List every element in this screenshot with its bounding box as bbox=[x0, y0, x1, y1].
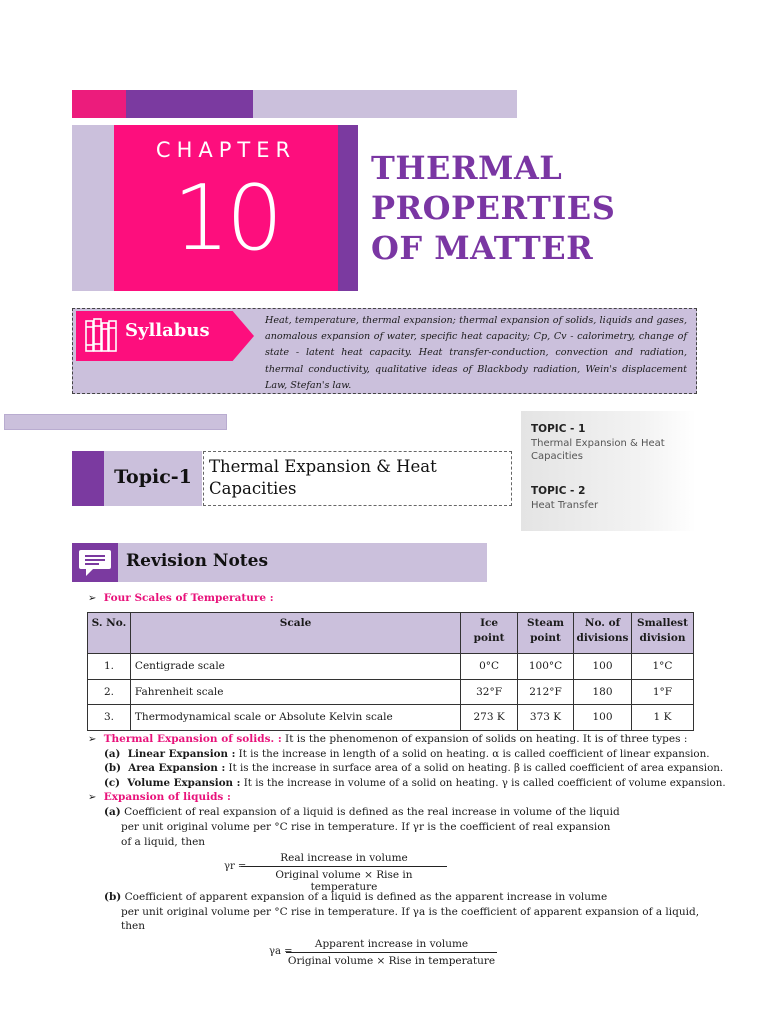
list-marker: (b) bbox=[104, 891, 122, 903]
header-bar-pink bbox=[72, 90, 126, 118]
formula-fraction bbox=[241, 852, 447, 893]
table-cell: 1°F bbox=[631, 679, 693, 705]
paragraph-line bbox=[104, 890, 607, 905]
table-header-cell: S. No. bbox=[88, 613, 131, 654]
topic-heading-accent bbox=[72, 451, 104, 506]
solids-intro: It is the phenomenon of expansion of solids on heating. It is of three types : bbox=[281, 733, 688, 745]
topic-list-head: TOPIC - 2 bbox=[531, 485, 586, 497]
header-bar-purple bbox=[126, 90, 253, 118]
list-marker: (b) bbox=[104, 762, 121, 774]
liquids-heading-line bbox=[88, 790, 231, 806]
table-cell: 212°F bbox=[518, 679, 574, 705]
scales-heading: Four Scales of Temperature : bbox=[103, 592, 274, 604]
solids-heading-line bbox=[88, 732, 687, 748]
chapter-title-line: THERMAL bbox=[371, 149, 563, 187]
header-bar-lavender bbox=[253, 90, 517, 118]
formula-denominator: Original volume × Rise in temperature bbox=[275, 869, 413, 893]
speech-bubble-icon bbox=[77, 547, 113, 579]
topic-list-head: TOPIC - 1 bbox=[531, 423, 586, 435]
revision-notes-label: Revision Notes bbox=[126, 551, 269, 571]
list-term: Linear Expansion : bbox=[127, 747, 236, 760]
list-marker: (a) bbox=[104, 747, 121, 760]
table-header-cell: Steam point bbox=[518, 613, 574, 654]
table-cell: 2. bbox=[88, 679, 131, 705]
paragraph-text: per unit original volume per °C rise in temperature. If γa is the coefficient of apparent expansion of a liquid, bbox=[121, 906, 700, 918]
syllabus-label: Syllabus bbox=[125, 320, 210, 341]
table-cell: 1. bbox=[88, 654, 131, 680]
table-cell: 0°C bbox=[461, 654, 518, 680]
liquids-heading: Expansion of liquids : bbox=[103, 791, 231, 803]
syllabus-text: Heat, temperature, thermal expansion; thermal expansion of solids, liquids and gases, anomalous expansion of water, specific heat capacity; Cp, Cv - calorimetry, change of state - latent heat capacity. Heat transfer-conduction, convection and radiation, thermal conductivity, qualitative ideas of Blackbody radiation, Wein's displacement Law, Stefan's law. bbox=[265, 315, 687, 391]
table-cell: 100°C bbox=[518, 654, 574, 680]
scales-table bbox=[87, 612, 694, 731]
table-header-cell: No. of divisions bbox=[573, 613, 631, 654]
arrow-bullet-icon: ➢ bbox=[88, 734, 97, 745]
divider-strip bbox=[4, 414, 227, 430]
list-item bbox=[104, 776, 726, 791]
paragraph-text: per unit original volume per °C rise in temperature. If γr is the coefficient of real expansion bbox=[121, 821, 611, 833]
paragraph-text: Coefficient of real expansion of a liquid is defined as the real increase in volume of the liquid bbox=[124, 806, 620, 818]
formula-lhs: γa = bbox=[269, 946, 293, 957]
topic-heading-label: Topic-1 bbox=[114, 466, 192, 488]
paragraph-text: then bbox=[121, 920, 145, 932]
solids-heading: Thermal Expansion of solids. : bbox=[103, 733, 282, 745]
table-cell: 100 bbox=[573, 705, 631, 731]
chapter-title-line: PROPERTIES bbox=[371, 189, 616, 227]
section-heading bbox=[88, 591, 274, 607]
list-text: It is the increase in surface area of a solid on heating. β is called coefficient of area expansion. bbox=[225, 762, 724, 774]
table-header-cell: Ice point bbox=[461, 613, 518, 654]
table-cell: 1°C bbox=[631, 654, 693, 680]
formula-lhs: γr = bbox=[224, 861, 247, 872]
list-item bbox=[104, 747, 710, 762]
table-cell: 180 bbox=[573, 679, 631, 705]
topic-heading-title: Thermal Expansion & Heat Capacities bbox=[209, 457, 437, 498]
table-cell: Fahrenheit scale bbox=[130, 679, 460, 705]
paragraph-text: Coefficient of apparent expansion of a liquid is defined as the apparent increase in volume bbox=[124, 891, 608, 903]
chapter-title-line: OF MATTER bbox=[371, 229, 594, 267]
arrow-bullet-icon: ➢ bbox=[88, 593, 97, 604]
topic-list-item bbox=[531, 423, 691, 463]
list-item bbox=[104, 761, 723, 776]
paragraph-text: of a liquid, then bbox=[121, 836, 206, 848]
table-header-cell: Scale bbox=[130, 613, 460, 654]
topic-list-item bbox=[531, 485, 691, 512]
chapter-title bbox=[371, 148, 691, 268]
chapter-block-right bbox=[338, 125, 358, 291]
arrow-bullet-icon: ➢ bbox=[88, 792, 97, 803]
chapter-label: CHAPTER bbox=[155, 138, 297, 162]
table-row bbox=[88, 654, 694, 680]
topic-list-name: Heat Transfer bbox=[531, 500, 599, 511]
table-row bbox=[88, 679, 694, 705]
table-header-row bbox=[88, 613, 694, 654]
formula-numerator: Apparent increase in volume bbox=[286, 938, 497, 953]
list-marker: (a) bbox=[104, 806, 121, 818]
table-cell: Centigrade scale bbox=[130, 654, 460, 680]
list-text: It is the increase in volume of a solid on heating. γ is called coefficient of volume expansion. bbox=[240, 776, 726, 789]
formula-fraction bbox=[286, 938, 497, 967]
table-cell: 273 K bbox=[461, 705, 518, 731]
list-marker: (c) bbox=[104, 776, 121, 789]
table-header-cell: Smallest division bbox=[631, 613, 693, 654]
chapter-number: 10 bbox=[172, 166, 280, 271]
list-term: Volume Expansion : bbox=[127, 776, 241, 789]
table-cell: 100 bbox=[573, 654, 631, 680]
list-term: Area Expansion : bbox=[128, 762, 226, 774]
table-cell: Thermodynamical scale or Absolute Kelvin scale bbox=[130, 705, 460, 731]
table-cell: 1 K bbox=[631, 705, 693, 731]
table-row bbox=[88, 705, 694, 731]
books-icon bbox=[84, 317, 118, 353]
paragraph-line bbox=[104, 805, 620, 820]
table-cell: 373 K bbox=[518, 705, 574, 731]
table-cell: 3. bbox=[88, 705, 131, 731]
formula-numerator: Real increase in volume bbox=[241, 852, 447, 867]
formula-denominator: Original volume × Rise in temperature bbox=[287, 955, 496, 967]
list-text: It is the increase in length of a solid on heating. α is called coefficient of linear expansion. bbox=[235, 747, 710, 760]
chapter-block-left bbox=[72, 125, 114, 291]
topic-list-name: Thermal Expansion & Heat Capacities bbox=[531, 438, 665, 462]
table-cell: 32°F bbox=[461, 679, 518, 705]
